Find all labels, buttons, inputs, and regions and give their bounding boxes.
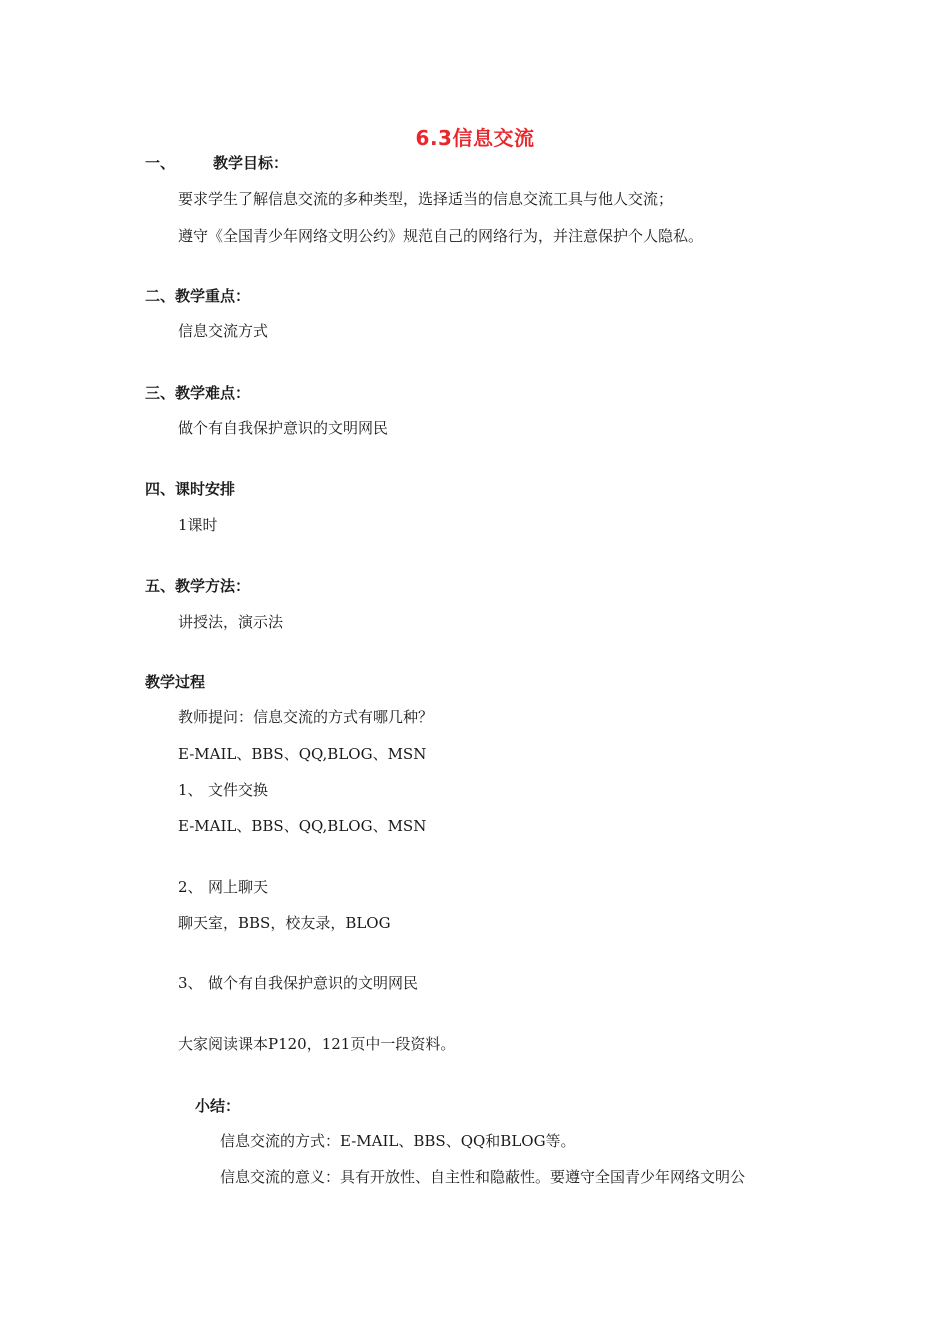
teacher-question: 教师提问：信息交流的方式有哪几种？ <box>178 708 434 726</box>
list-item-number: 1、 <box>178 781 203 799</box>
section-keypoints-heading: 二、教学重点： <box>145 287 251 305</box>
section-schedule-heading: 四、课时安排 <box>145 480 236 498</box>
list-item-online-chat <box>178 876 268 897</box>
section-number: 一、 <box>145 154 176 172</box>
list-item-number: 3、 <box>178 974 203 992</box>
objective-line-1: 要求学生了解信息交流的多种类型，选择适当的信息交流工具与他人交流； <box>178 190 674 208</box>
section-difficulty-heading: 三、教学难点： <box>145 384 251 402</box>
summary-heading: 小结： <box>195 1097 241 1115</box>
method-body: 讲授法，演示法 <box>178 613 284 631</box>
summary-line-2: 信息交流的意义：具有开放性、自主性和隐蔽性。要遵守全国青少年网络文明公 <box>220 1168 746 1186</box>
schedule-body: 1课时 <box>178 516 218 534</box>
list-item-label: 做个有自我保护意识的文明网民 <box>208 974 419 992</box>
difficulty-body: 做个有自我保护意识的文明网民 <box>178 419 389 437</box>
document-title: 6.3信息交流 <box>415 126 535 150</box>
section-objectives-heading <box>145 152 288 173</box>
question-answer: E-MAIL、BBS、QQ,BLOG、MSN <box>178 745 427 763</box>
keypoints-body: 信息交流方式 <box>178 322 269 340</box>
section-process-heading: 教学过程 <box>145 673 206 691</box>
section-heading-text: 教学目标： <box>213 154 289 172</box>
list-item-label: 文件交换 <box>208 781 269 799</box>
list-item-file-exchange <box>178 779 268 800</box>
summary-line-1: 信息交流的方式：E-MAIL、BBS、QQ和BLOG等。 <box>220 1132 576 1150</box>
reading-instruction: 大家阅读课本P120，121页中一段资料。 <box>178 1035 456 1053</box>
online-chat-body: 聊天室，BBS，校友录，BLOG <box>178 914 391 932</box>
file-exchange-body: E-MAIL、BBS、QQ,BLOG、MSN <box>178 817 427 835</box>
objective-line-2: 遵守《全国青少年网络文明公约》规范自己的网络行为，并注意保护个人隐私。 <box>178 227 704 245</box>
list-item-number: 2、 <box>178 878 203 896</box>
section-method-heading: 五、教学方法： <box>145 577 251 595</box>
list-item-label: 网上聊天 <box>208 878 269 896</box>
list-item-civilized-netizen <box>178 972 418 993</box>
